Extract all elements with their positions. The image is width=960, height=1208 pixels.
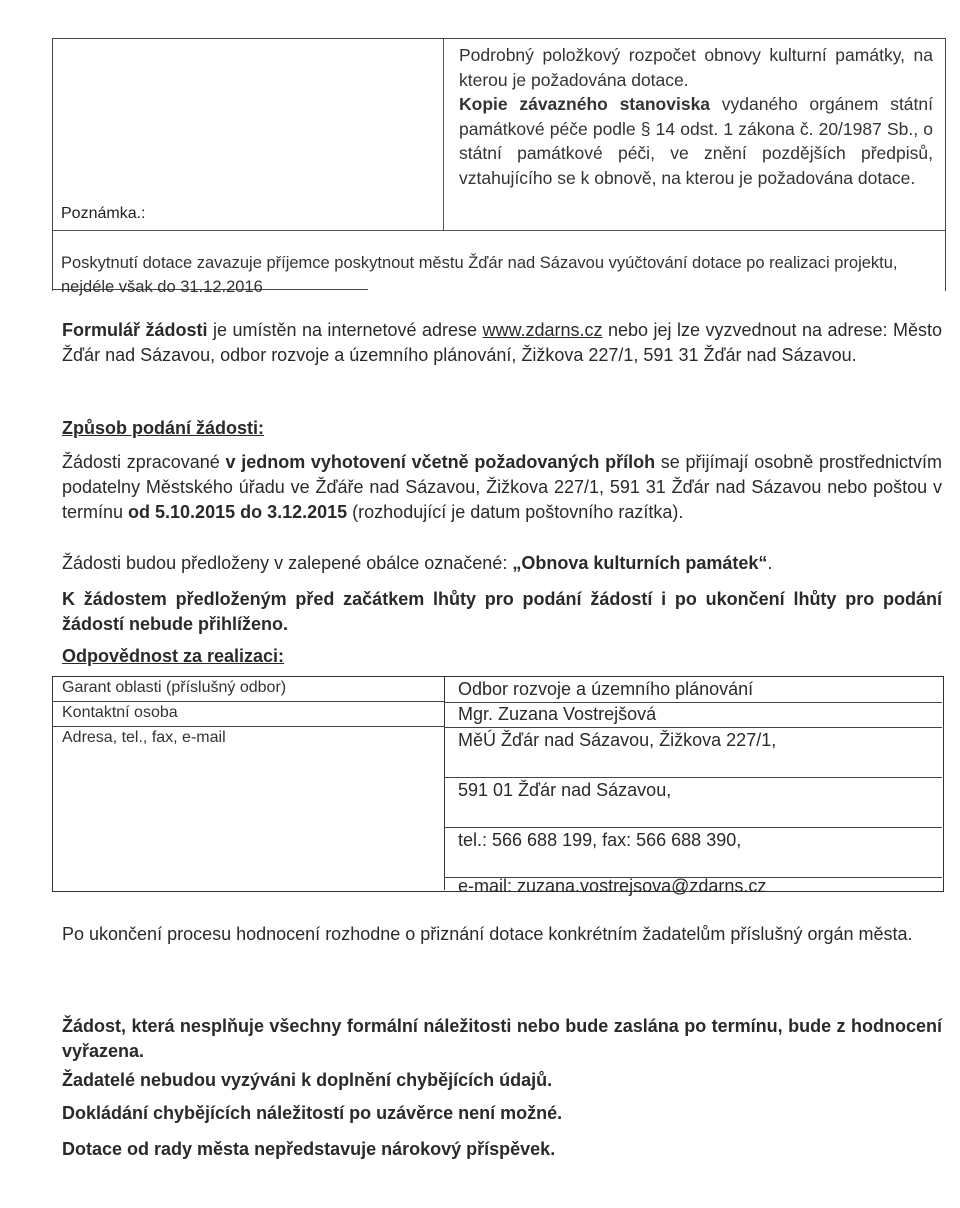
- note-text: Poskytnutí dotace zavazuje příjemce poskytnout městu Žďár nad Sázavou vyúčtování dotace po realizaci projektu, nejdéle však do 31.12.2016: [61, 254, 898, 296]
- table-cell-value: Mgr. Zuzana Vostrejšová: [458, 704, 657, 724]
- rule-no-late-docs: Dokládání chybějících náležitostí po uzávěrce není možné.: [62, 1103, 563, 1123]
- table-cell-label: Garant oblasti (příslušný odbor): [62, 679, 287, 696]
- note-label: Poznámka.:: [61, 205, 146, 222]
- table-divider: [52, 701, 444, 702]
- rule-no-requests: Žadatelé nebudou vyzýváni k doplnění chybějících údajů.: [62, 1070, 553, 1090]
- submission-heading: Způsob podání žádosti:: [62, 418, 264, 438]
- form-info: Formulář žádosti je umístěn na internetové adrese www.zdarns.cz nebo jej lze vyzvednout na adrese: Město Žďár nad Sázavou, odbor rozvoje a územního plánování, Žižkova 227/1, 591 31 Žďár nad Sázavou.: [62, 320, 942, 365]
- table-cell-value: e-mail: zuzana.vostrejsova@zdarns.cz: [458, 876, 767, 896]
- deadline-warning: K žádostem předloženým před začátkem lhůty pro podání žádostí i po ukončení lhůty pro podání žádostí nebude přihlíženo.: [62, 589, 942, 634]
- table-cell-value: MěÚ Žďár nad Sázavou, Žižkova 227/1,: [458, 730, 777, 750]
- evaluation-paragraph: Po ukončení procesu hodnocení rozhodne o přiznání dotace konkrétním žadatelům příslušný orgán města.: [62, 924, 913, 944]
- attachments-list: [459, 43, 933, 191]
- table-cell-value: 591 01 Žďár nad Sázavou,: [458, 780, 672, 800]
- rule-formal-requirements: Žádost, která nesplňuje všechny formální náležitosti nebo bude zaslána po termínu, bude z hodnocení vyřazena.: [62, 1016, 942, 1061]
- table-divider: [444, 676, 445, 890]
- table-divider: [444, 727, 942, 728]
- table-divider: [444, 827, 942, 828]
- table-divider: [52, 726, 444, 727]
- table-cell-value: Odbor rozvoje a územního plánování: [458, 679, 754, 699]
- submission-paragraph: Žádosti zpracované v jednom vyhotovení včetně požadovaných příloh se přijímají osobně prostřednictvím podatelny Městského úřadu ve Žďáře nad Sázavou, Žižkova 227/1, 591 31 Žďár nad Sázavou nebo poštou v termínu od 5.10.2015 do 3.12.2015 (rozhodující je datum poštovního razítka).: [62, 452, 943, 522]
- attachment-item: Kopie závazného stanoviska vydaného orgánem státní památkové péče podle § 14 odst. 1 zákona č. 20/1987 Sb., o státní památkové péči, ve znění pozdějších předpisů, vztahujícího se k obnově, na kterou je požadována dotace.: [459, 94, 933, 188]
- table-cell-value: tel.: 566 688 199, fax: 566 688 390,: [458, 830, 742, 850]
- table-divider: [444, 777, 942, 778]
- envelope-paragraph: Žádosti budou předloženy v zalepené obálce označené: „Obnova kulturních památek“.: [62, 553, 773, 573]
- rule-not-entitled: Dotace od rady města nepředstavuje nárokový příspěvek.: [62, 1139, 556, 1159]
- table-divider: [53, 230, 945, 231]
- responsibility-table: [52, 676, 944, 896]
- table-cell-label: Adresa, tel., fax, e-mail: [62, 729, 226, 746]
- attachment-item: Podrobný položkový rozpočet obnovy kulturní památky, na kterou je požadována dotace.: [459, 45, 933, 90]
- table-cell-label: Kontaktní osoba: [62, 704, 178, 721]
- attachments-note-table: [52, 38, 946, 296]
- table-divider: [444, 702, 942, 703]
- table-divider: [443, 39, 444, 230]
- website-link[interactable]: www.zdarns.cz: [482, 320, 603, 340]
- responsibility-heading: Odpovědnost za realizaci:: [62, 646, 285, 666]
